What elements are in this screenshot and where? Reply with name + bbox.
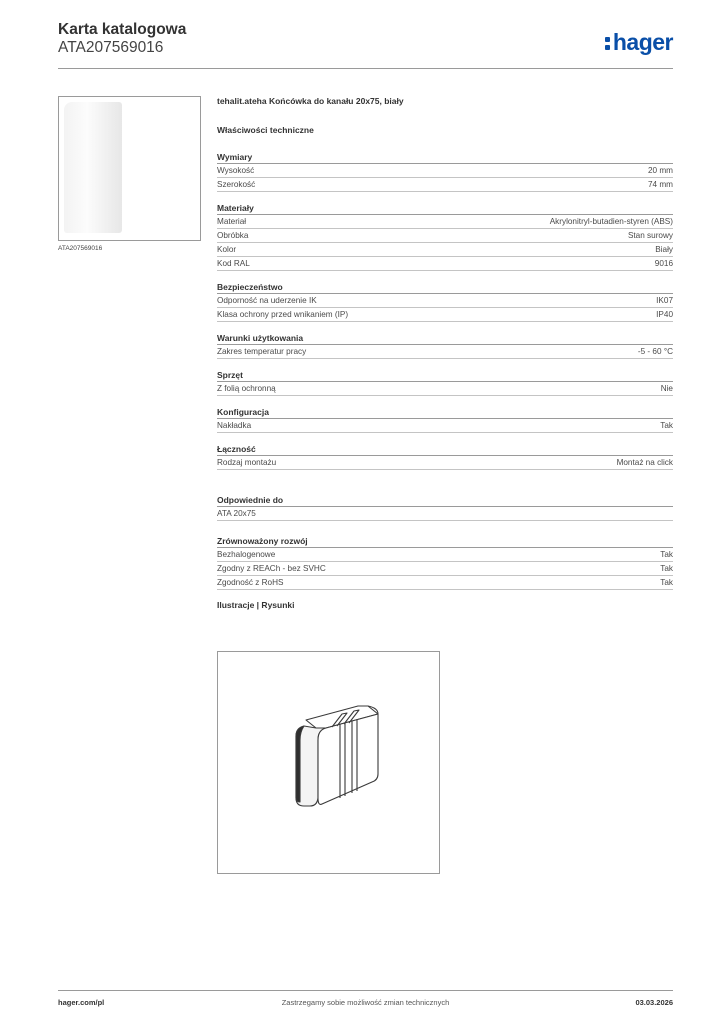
end-cap-drawing <box>218 652 439 873</box>
header-divider <box>58 68 673 69</box>
spec-label: Klasa ochrony przed wnikaniem (IP) <box>217 310 349 319</box>
footer-date: 03.03.2026 <box>635 998 673 1007</box>
section-title: Odpowiednie do <box>217 494 673 507</box>
spec-value: Akrylonitryl-butadien-styren (ABS) <box>549 217 673 226</box>
spec-value: Tak <box>660 578 673 587</box>
section-title: Sprzęt <box>217 369 673 382</box>
spec-row <box>217 548 673 562</box>
spec-section <box>217 151 673 192</box>
spec-label: Bezhalogenowe <box>217 550 276 559</box>
spec-row <box>217 178 673 192</box>
spec-label: Z folią ochronną <box>217 384 276 393</box>
section-title: Konfiguracja <box>217 406 673 419</box>
product-image <box>58 96 201 241</box>
spec-row <box>217 308 673 322</box>
spec-value: 9016 <box>654 259 673 268</box>
footer-website-link[interactable]: hager.com/pl <box>58 998 105 1007</box>
spec-row <box>217 456 673 470</box>
spec-row <box>217 243 673 257</box>
spec-label: Nakładka <box>217 421 252 430</box>
spec-value: Tak <box>660 550 673 559</box>
section-title: Łączność <box>217 443 673 456</box>
spec-value: Tak <box>660 564 673 573</box>
spec-section <box>217 332 673 359</box>
technical-properties-heading: Właściwości techniczne <box>217 125 314 135</box>
spec-row <box>217 164 673 178</box>
page-header <box>58 21 673 67</box>
spec-section <box>217 281 673 322</box>
logo-text: hager <box>612 29 673 55</box>
document-title: Karta katalogowa <box>58 21 187 38</box>
spec-label: Wysokość <box>217 166 255 175</box>
spec-row <box>217 215 673 229</box>
hager-logo[interactable] <box>605 29 673 55</box>
suitable-section <box>217 494 673 521</box>
spec-label: Zgodny z REACh - bez SVHC <box>217 564 326 573</box>
section-title: Wymiary <box>217 151 673 164</box>
spec-section <box>217 406 673 433</box>
spec-row <box>217 382 673 396</box>
spec-row <box>217 294 673 308</box>
spec-row <box>217 419 673 433</box>
section-title: Warunki użytkowania <box>217 332 673 345</box>
spec-label: Szerokość <box>217 180 256 189</box>
spec-label: Materiał <box>217 217 247 226</box>
spec-row <box>217 345 673 359</box>
footer-divider <box>58 990 673 991</box>
product-image-caption: ATA207569016 <box>58 245 103 252</box>
technical-drawing <box>217 651 440 874</box>
spec-value: Nie <box>660 384 673 393</box>
section-title: Materiały <box>217 202 673 215</box>
spec-section <box>217 369 673 396</box>
product-title: tehalit.ateha Końcówka do kanału 20x75, biały <box>217 96 404 106</box>
spec-row <box>217 507 673 521</box>
spec-label: Obróbka <box>217 231 249 240</box>
sustainability-section <box>217 535 673 590</box>
spec-label: Kolor <box>217 245 237 254</box>
logo-dots-icon <box>605 34 611 52</box>
spec-sections <box>217 151 673 470</box>
spec-value: 20 mm <box>647 166 673 175</box>
spec-row <box>217 576 673 590</box>
spec-value: -5 - 60 °C <box>637 347 673 356</box>
spec-value: IP40 <box>656 310 673 319</box>
spec-value: Tak <box>660 421 673 430</box>
spec-row <box>217 257 673 271</box>
spec-value: IK07 <box>656 296 673 305</box>
spec-section <box>217 202 673 271</box>
footer-notice: Zastrzegamy sobie możliwość zmian technicznych <box>281 998 450 1007</box>
spec-label: Odporność na uderzenie IK <box>217 296 317 305</box>
spec-row <box>217 562 673 576</box>
spec-value: Montaż na click <box>616 458 673 467</box>
spec-label: Rodzaj montażu <box>217 458 277 467</box>
spec-content <box>217 96 673 613</box>
spec-label: Zgodność z RoHS <box>217 578 284 587</box>
spec-label: Zakres temperatur pracy <box>217 347 307 356</box>
section-title: Zrównoważony rozwój <box>217 535 673 548</box>
spec-label: ATA 20x75 <box>217 509 256 518</box>
spec-value: Stan surowy <box>627 231 673 240</box>
spec-section <box>217 443 673 470</box>
product-code: ATA207569016 <box>58 39 164 56</box>
spec-row <box>217 229 673 243</box>
product-photo <box>64 102 122 233</box>
illustrations-heading: Ilustracje | Rysunki <box>217 600 295 610</box>
section-title: Bezpieczeństwo <box>217 281 673 294</box>
spec-value: Biały <box>655 245 673 254</box>
spec-label: Kod RAL <box>217 259 250 268</box>
spec-value: 74 mm <box>647 180 673 189</box>
